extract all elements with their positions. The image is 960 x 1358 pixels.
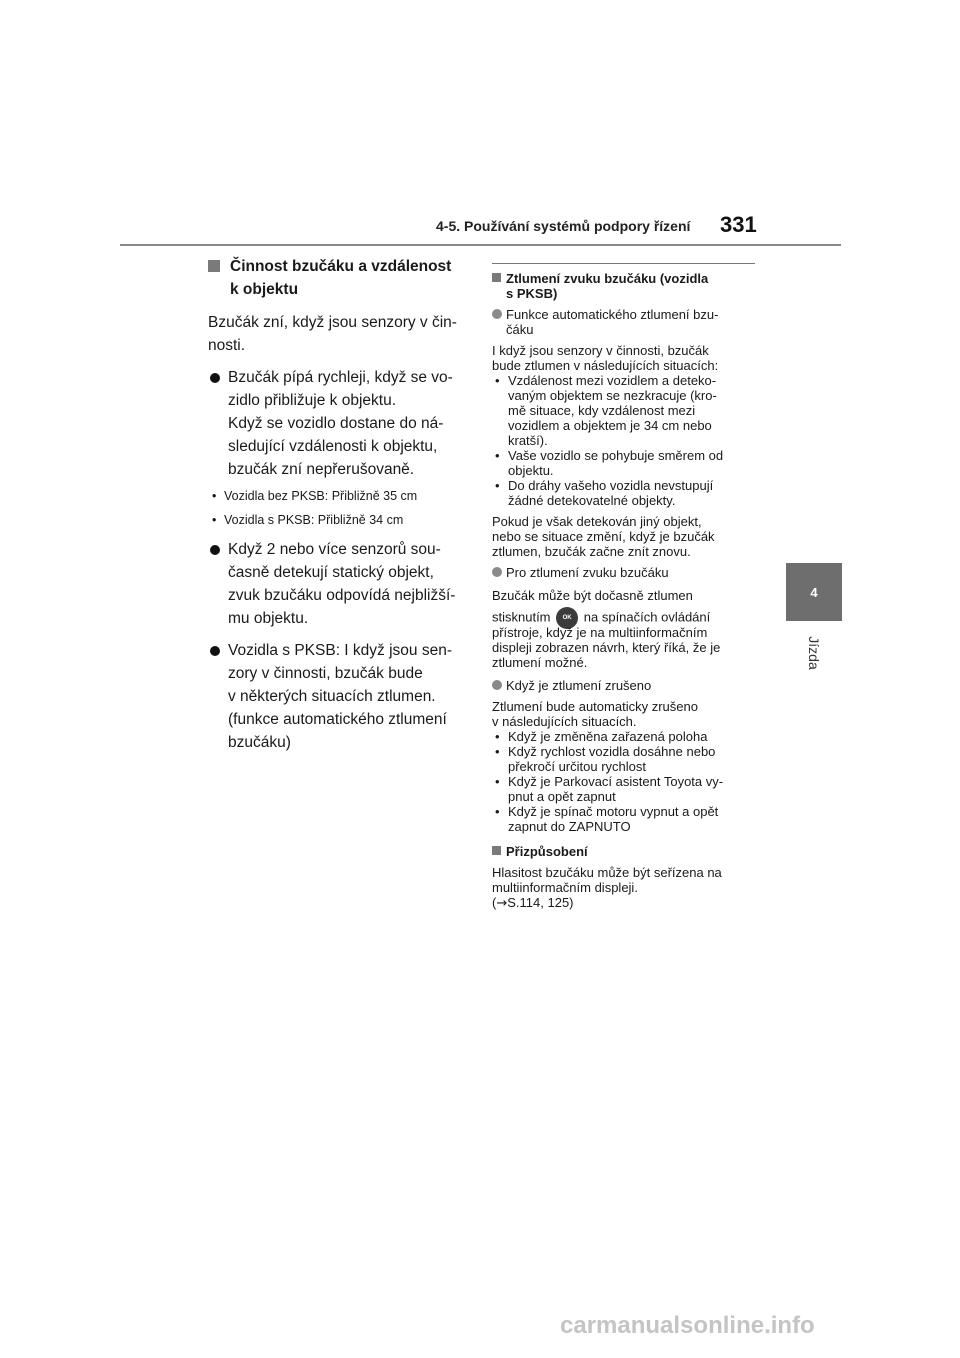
- paragraph: Bzučák může být dočasně ztlumen: [492, 588, 693, 603]
- page-number: 331: [720, 212, 757, 237]
- watermark: carmanualsonline.info: [560, 1312, 815, 1339]
- chapter-number: 4: [810, 584, 818, 600]
- circle-bullet-icon: [492, 309, 502, 319]
- ok-button-icon: OK: [556, 607, 578, 629]
- list-item: • Když je Parkovací asistent Toyota vy- pnut a opět zapnut: [495, 774, 724, 804]
- square-bullet-icon: [492, 273, 501, 282]
- paragraph: Pokud je však detekován jiný objekt, nebo se situace změní, když je bzučák ztlumen, bzučák začne znít znovu.: [492, 514, 715, 559]
- header-rule: [120, 244, 841, 246]
- list-item: • Když je změněna zařazená poloha: [495, 729, 708, 744]
- paragraph: I když jsou senzory v činnosti, bzučák bude ztlumen v následujících situacích:: [492, 343, 719, 373]
- bullet-dot-icon: [210, 646, 220, 656]
- bullet-item: Když 2 nebo více senzorů sou- časně detekují statický objekt, zvuk bzučáku odpovídá nejbližší- mu objektu.: [208, 538, 466, 630]
- circle-bullet-icon: [492, 567, 502, 577]
- distance-note: • Vozidla s PKSB: Přibližně 34 cm: [212, 513, 404, 527]
- subsection-heading: Pro ztlumení zvuku bzučáku: [492, 565, 755, 580]
- circle-bullet-icon: [492, 680, 502, 690]
- chapter-tab: [786, 563, 842, 621]
- bullet-item: Bzučák pípá rychleji, když se vo- zidlo přibližuje k objektu. Když se vozidlo dostane do ná- sledující vzdálenosti k objektu, bzučák zní nepřerušovaně.: [208, 366, 466, 481]
- subsection-heading: Když je ztlumení zrušeno: [492, 678, 755, 693]
- distance-note: • Vozidla bez PKSB: Přibližně 35 cm: [212, 489, 418, 503]
- paragraph: stisknutím OK na spínačích ovládání přístroje, když je na multiinformačním displeji zobrazen návrh, který říká, že je ztlumení možné.: [492, 607, 755, 670]
- page-reference: S.114, 125): [507, 895, 574, 910]
- paragraph: Hlasitost bzučáku může být seřízena na multiinformačním displeji. (→S.114, 125): [492, 865, 722, 911]
- chapter-label: Jízda: [806, 636, 822, 670]
- intro-paragraph: Bzučák zní, když jsou senzory v čin- nosti.: [208, 314, 457, 354]
- bullet-dot-icon: [210, 545, 220, 555]
- list-item: • Do dráhy vašeho vozidla nevstupují žádné detekovatelné objekty.: [495, 478, 714, 508]
- section-title: Přizpůsobení: [492, 844, 755, 859]
- paragraph: Ztlumení bude automaticky zrušeno v následujících situacích.: [492, 699, 698, 729]
- list-item: • Když rychlost vozidla dosáhne nebo překročí určitou rychlost: [495, 744, 716, 774]
- section-title: Ztlumení zvuku bzučáku (vozidla s PKSB): [492, 271, 755, 301]
- reference-arrow-icon: →: [496, 896, 508, 911]
- subsection-heading: Funkce automatického ztlumení bzu- čáku: [492, 307, 755, 337]
- square-bullet-icon: [492, 846, 501, 855]
- list-item: • Vaše vozidlo se pohybuje směrem od objektu.: [495, 448, 724, 478]
- left-column: [208, 253, 466, 754]
- section-title: Činnost bzučáku a vzdálenost k objektu: [208, 255, 466, 301]
- header-section-title: 4-5. Používání systémů podpory řízení: [436, 218, 691, 234]
- list-item: • Vzdálenost mezi vozidlem a deteko- vaným objektem se nezkracuje (kro- mě situace, kdy vzdálenost mezi vozidlem a objektem je 34 cm nebo kratší).: [495, 373, 717, 448]
- square-bullet-icon: [208, 260, 220, 272]
- list-item: • Když je spínač motoru vypnut a opět zapnut do ZAPNUTO: [495, 804, 719, 834]
- bullet-dot-icon: [210, 373, 220, 383]
- bullet-item: Vozidla s PKSB: I když jsou sen- zory v činnosti, bzučák bude v některých situacích ztlumen. (funkce automatického ztlumení bzučáku): [208, 639, 466, 754]
- column-rule: [492, 263, 755, 264]
- right-column: [492, 263, 755, 911]
